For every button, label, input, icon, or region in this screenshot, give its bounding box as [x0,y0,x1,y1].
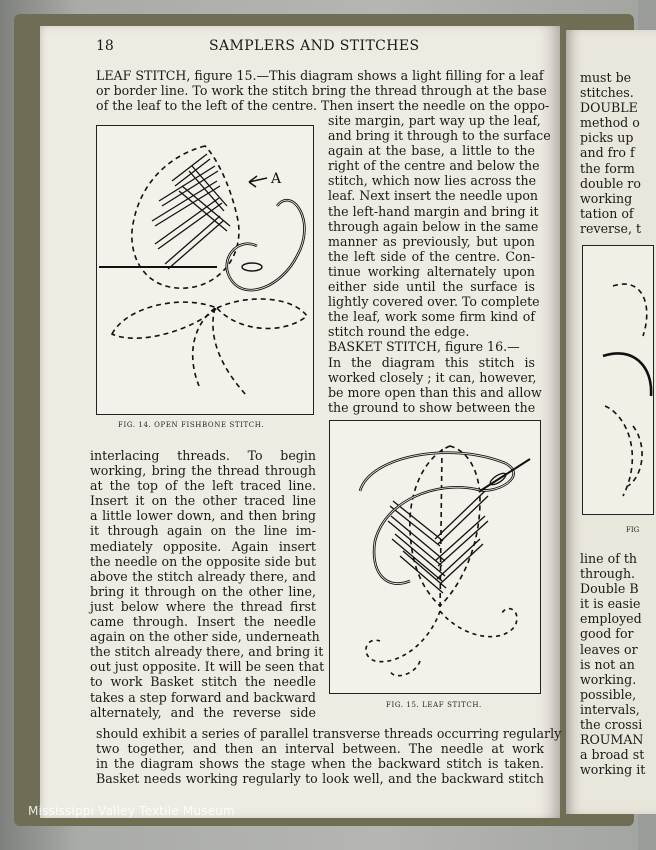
text-line: In the diagram this stitch is [328,354,535,370]
text-line: a broad st [580,747,645,763]
text-line: working. [580,671,637,687]
paragraph-basket-bottom [96,726,562,787]
text-line: be more open than this and allow [328,384,542,400]
text-line: tinue working alternately upon [328,263,535,279]
text-line: worked closely ; it can, however, [328,369,537,385]
text-line: two together, and then an interval between. The needle at work [96,741,544,757]
text-line: takes a step forward and backward [90,689,316,705]
text-line: manner as previously, but upon [328,233,535,249]
museum-watermark: Mississippi Valley Textile Museum [28,804,235,818]
fishbone-diagram [97,126,313,414]
text-line: interlacing threads. To begin [90,448,316,463]
text-line: lightly covered over. To complete [328,294,540,310]
text-line: to work Basket stitch the needle [90,674,316,690]
page-title: SAMPLERS AND STITCHES [209,38,420,54]
facing-page [566,30,656,814]
paragraph-left-column [90,448,325,720]
text-line: of the leaf to the left of the centre. Then insert the needle on the oppo- [96,98,550,114]
text-line: in the diagram shows the stage when the backward stitch is taken. [96,756,544,772]
text-line: working it [580,762,646,778]
text-line: and fro f [580,145,635,161]
text-line: it through again on the line im- [90,523,316,539]
text-line: through again below in the same [328,218,539,234]
text-line: must be [580,70,632,85]
text-line: Basket needs working regularly to look well, and the backward stitch [96,771,544,787]
text-line: is not an [580,656,635,672]
text-line: and bring it through to the surface [328,128,551,144]
text-line: the needle on the opposite side but [90,553,316,569]
text-line: site margin, part way up the leaf, [328,113,541,128]
text-line: mediately opposite. Again insert [90,538,316,554]
text-line: right of the centre and below the [328,158,540,174]
text-line: stitches. [580,85,634,101]
text-line: intervals, [580,701,640,717]
text-line: LEAF STITCH, figure 15.—This diagram shows a light filling for a leaf [96,68,544,83]
text-line: the stitch already there, and bring it [90,644,324,660]
text-line: again at the base, a little to the [328,143,535,159]
text-line: line of th [580,551,638,566]
text-line: the left side of the centre. Con- [328,248,535,264]
facing-figure-caption: FIG [626,526,640,534]
text-line: out just opposite. It will be seen that [90,659,325,675]
text-line: Insert it on the other traced line [90,493,316,509]
text-line: the form [580,160,635,176]
text-line: Double B [580,581,639,597]
figure-15-caption: FIG. 15. LEAF STITCH. [386,701,482,709]
figure-label-a: A [271,171,282,187]
text-line: ROUMAN [580,732,644,748]
text-line: should exhibit a series of parallel transverse threads occurring regularly [96,726,562,741]
paragraph-right-column [328,113,551,415]
facing-figure-diagram [583,246,653,514]
text-line: working [580,190,633,206]
text-line: DOUBLE [580,100,638,116]
text-line: the left-hand margin and bring it [328,203,539,219]
text-line: picks up [580,130,634,146]
figure-14-caption: FIG. 14. OPEN FISHBONE STITCH. [118,421,265,429]
facing-page-figure [582,245,654,515]
text-line: a little lower down, and then bring [90,508,316,524]
leaf-stitch-diagram [330,421,540,693]
text-line: the ground to show between the [328,399,536,415]
text-line: working, bring the thread through [90,463,316,479]
text-line: reverse, t [580,220,642,236]
text-line: possible, [580,686,637,702]
page-number: 18 [96,38,114,54]
figure-14-open-fishbone [96,125,314,415]
text-line: at the top of the left traced line. [90,478,316,494]
text-line: through. [580,566,636,582]
text-line: method o [580,115,640,131]
text-line: bring it through on the other line, [90,583,316,599]
text-line: tation of [580,205,634,221]
paragraph-leaf-stitch-intro [96,68,550,114]
text-line: stitch, which now lies across the [328,173,537,189]
text-line: above the stitch already there, and [90,568,316,584]
facing-page-text-top [580,70,641,236]
text-line: the crossi [580,717,643,733]
text-line: stitch round the edge. [328,324,470,340]
book-page [40,26,560,818]
text-line: the leaf, work some firm kind of [328,309,535,325]
text-line: good for [580,626,634,642]
text-line: it is easie [580,596,641,612]
text-line: BASKET STITCH, figure 16.— [328,339,520,355]
text-line: employed [580,611,642,627]
facing-page-text-bottom [580,551,645,777]
text-line: again on the other side, underneath [90,629,320,645]
text-line: double ro [580,175,641,191]
text-line: just below where the thread first [90,598,316,614]
text-line: alternately, and the reverse side [90,704,316,720]
text-line: leaf. Next insert the needle upon [328,188,539,204]
figure-15-leaf-stitch [329,420,541,694]
text-line: or border line. To work the stitch bring the thread through at the base [96,83,547,99]
text-line: either side until the surface is [328,279,535,295]
text-line: came through. Insert the needle [90,614,316,630]
text-line: leaves or [580,641,638,657]
